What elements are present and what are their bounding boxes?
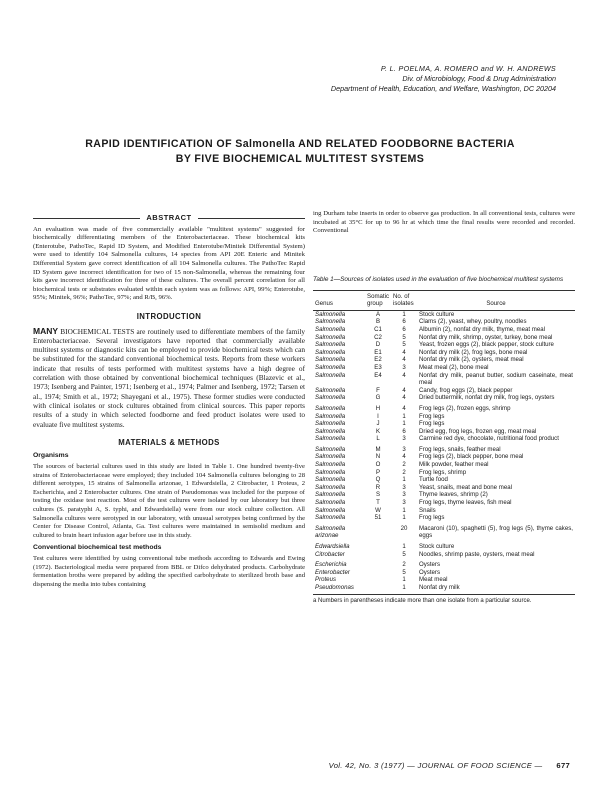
cell-group: S — [375, 491, 381, 499]
table-row — [313, 522, 575, 540]
cell-group: E2 — [374, 356, 382, 364]
table-row — [313, 387, 575, 395]
abstract-heading — [33, 214, 305, 223]
cell-isolates: 1 — [402, 543, 406, 550]
cell-group — [365, 540, 391, 551]
cell-source: Yeast, frozen eggs (2), black pepper, stock culture — [419, 341, 554, 349]
title-line-1: RAPID IDENTIFICATION OF Salmonella AND RELATED FOODBORNE BACTERIA — [85, 138, 515, 150]
cell-genus: Salmonella — [315, 404, 346, 412]
cell-isolates: 3 — [402, 445, 406, 453]
cell-source: Noodles, shrimp paste, oysters, meat meal — [419, 550, 535, 558]
cell-genus: Salmonella — [315, 333, 346, 341]
cell-group — [365, 558, 391, 569]
cell-group: K — [375, 427, 381, 435]
cell-source: Oysters — [419, 568, 441, 576]
cell-source: Frog legs — [419, 420, 445, 428]
cell-isolates: 3 — [402, 491, 406, 499]
table-row — [313, 318, 575, 326]
table-row — [313, 310, 575, 318]
cell-genus: Salmonella — [315, 483, 346, 491]
table-row — [313, 484, 575, 492]
cell-group — [365, 584, 391, 594]
conventional-tests-text: Test cultures were identified by using conventional tube methods according to Edwards and Ewing (1972). Bacteriological media were prepared from BBL or Difco dehydrated products. Carbohydrate fermentation broths were prepared by adding the specified carbohydrate to sterilized broth base and dispensing the media into tubes containing — [33, 554, 305, 588]
header-group: Somatic group — [365, 290, 391, 310]
cell-isolates: 3 — [402, 483, 406, 491]
table-row — [313, 469, 575, 477]
methods-heading: MATERIALS & METHODS — [118, 437, 220, 447]
cell-source: Nonfat dry milk (2), oysters, meat meal — [419, 356, 524, 364]
cell-isolates: 4 — [402, 386, 406, 394]
table-row — [313, 364, 575, 372]
cell-isolates: 4 — [402, 348, 406, 356]
cell-source: Nonfat dry milk — [417, 584, 575, 594]
cell-genus: Salmonella — [315, 356, 346, 364]
cell-group: I — [377, 412, 379, 420]
cell-isolates: 1 — [402, 412, 406, 420]
cell-genus: Salmonella — [315, 318, 346, 326]
cell-group — [365, 522, 391, 540]
cell-genus: Salmonella — [315, 325, 346, 333]
cell-source: Dried buttermilk, nonfat dry milk, frog legs, oysters — [419, 394, 555, 402]
cell-isolates: 6 — [402, 318, 406, 326]
introduction-heading: INTRODUCTION — [136, 311, 202, 321]
table-row — [313, 514, 575, 522]
cell-isolates: 5 — [402, 550, 406, 558]
intro-body: BIOCHEMICAL TESTS are routinely used to differentiate members of the family Enterobacteriaceae. Several investigators have reported that commercially available multitest systems or diagnostic kits can be employed to provide biochemical tests which can be substituted for the standard conventional biochemical tests. Reports from these workers indicate that results of tests performed with multitest systems have a high degree of correlation with those obtained by conventional biochemical techniques (Blazevic et al., 1973; Isenberg and Painter, 1971; Isenberg et al., 1974; Palmer and Isenberg, 1972; Tarsen et al., 1974; Smith et al., 1972; Shayegani et al., 1975). These former studies were conducted with clinical isolates or stock cultures obtained from clinical sources. This paper reports results of a study in which selected foodborne and feed product isolates were used to evaluate five multitest systems. — [33, 326, 305, 429]
cell-source: Frog legs — [419, 412, 445, 420]
cell-isolates: 3 — [402, 499, 406, 507]
table-row — [313, 569, 575, 577]
table-row — [313, 356, 575, 364]
cell-group — [365, 569, 391, 577]
continuation-text: ing Durham tube inserts in order to observe gas production. In all conventional tests, cultures were incubated at 35°C for up to 96 hr at which time the final results were recorded and recorded. Conventional — [313, 210, 575, 235]
table-row — [313, 349, 575, 357]
table-row — [313, 341, 575, 349]
table-row — [313, 507, 575, 515]
cell-source: Frog legs (2), black pepper, bone meal — [419, 453, 524, 461]
cell-group: J — [376, 420, 380, 428]
cell-genus: Salmonella — [315, 412, 346, 420]
cell-isolates: 1 — [391, 584, 417, 594]
table-row — [313, 558, 575, 569]
cell-genus: Salmonella — [315, 435, 346, 443]
cell-isolates: 5 — [402, 341, 406, 349]
table-footnote: a Numbers in parentheses indicate more than one isolate from a particular source. — [313, 597, 532, 604]
cell-source: Meat meal (2), bone meal — [419, 363, 489, 371]
cell-isolates: 1 — [402, 506, 406, 514]
cell-group: L — [376, 435, 380, 443]
table-row — [313, 576, 575, 584]
cell-group: Q — [375, 476, 381, 484]
cell-source: Yeast, snails, meat and bone meal — [419, 483, 512, 491]
cell-group: P — [375, 468, 381, 476]
cell-group: E3 — [374, 363, 382, 371]
abstract-text: An evaluation was made of five commercially available "multitest systems" suggested for biochemically differentiating members of the Enterobacteriaceae. These biochemical kits (Enterotube, PathoTec, Rapid ID System, and Modified Enterotube/Minitek Differential System) were used to identify 104 Salmonella cultures, 14 species from API 20E Enteric and Minitek Differential System gave correct identification of all 104 Salmonella cultures. The PathoTec Rapid ID System gave incorrect identification for two of 15 non-Salmonella, whereas the remaining four kits gave incorrect identification for three of these cultures. The overall percent correlation for all biochemical tests or substrates evaluated within each system was as follows: API, 99%; Enterotube, 95%; Minitek, 96%; PathoTec, 97%; and R/B, 96%. — [33, 225, 305, 302]
cell-source: Oysters — [419, 561, 441, 569]
cell-group: A — [375, 310, 381, 318]
cell-source: Meat meal — [419, 576, 448, 584]
page-number: 677 — [556, 761, 570, 770]
cell-isolates: 6 — [402, 325, 406, 333]
cell-isolates: 5 — [402, 333, 406, 341]
table-row — [313, 551, 575, 559]
cell-group: G — [375, 394, 381, 402]
cell-group: O — [375, 461, 381, 469]
cell-source: Frog legs (2), frozen eggs, shrimp — [419, 404, 511, 412]
cell-source: Macaroni (10), spaghetti (5), frog legs (5), thyme cakes, eggs — [419, 524, 573, 540]
cell-group: H — [375, 404, 381, 412]
cell-group: B — [375, 318, 381, 326]
cell-source: Carmine red dye, chocolate, nutritional food product — [419, 435, 559, 443]
cell-genus: Salmonella — [315, 341, 346, 349]
table-row — [313, 394, 575, 402]
cell-group: W — [375, 506, 381, 514]
cell-isolates: 4 — [402, 453, 406, 461]
cell-isolates: 1 — [402, 514, 406, 522]
table-row — [313, 491, 575, 499]
left-column — [33, 210, 305, 591]
cell-source: Frog legs, thyme leaves, fish meal — [419, 499, 512, 507]
cell-group — [365, 551, 391, 559]
cell-group: 51 — [374, 514, 382, 522]
cell-genus: Salmonella — [315, 514, 346, 522]
table-row — [313, 499, 575, 507]
cell-group: E4 — [374, 371, 382, 379]
cell-genus: Salmonella — [315, 310, 346, 318]
table-row — [313, 372, 575, 387]
table-row — [313, 461, 575, 469]
cell-source: Frog legs — [419, 514, 445, 522]
cell-group — [365, 576, 391, 584]
cell-source: Stock culture — [419, 543, 455, 550]
cell-isolates: 2 — [402, 461, 406, 469]
cell-genus: Pseudomonas — [313, 584, 365, 594]
cell-genus: Salmonella — [315, 445, 346, 453]
cell-group: R — [375, 483, 381, 491]
cell-isolates: 3 — [402, 363, 406, 371]
cell-group: F — [376, 386, 380, 394]
cell-source: Turtle food — [419, 476, 448, 484]
header-isolates: No. of isolates — [391, 290, 417, 310]
cell-isolates: 4 — [402, 371, 406, 379]
table-row — [313, 443, 575, 454]
table-caption: Table 1—Sources of isolates used in the evaluation of five biochemical multitest systems — [313, 275, 564, 283]
page-footer — [329, 761, 570, 770]
cell-genus: Salmonella — [315, 427, 346, 435]
cell-genus: Salmonella — [315, 348, 346, 356]
cell-group: D — [375, 341, 381, 349]
cell-genus: Proteus — [315, 576, 337, 584]
cell-genus: Salmonella arizonae — [315, 524, 346, 540]
cell-group: C2 — [374, 333, 382, 341]
cell-group: C1 — [374, 325, 382, 333]
authors: P. L. POELMA, A. ROMERO and W. H. ANDREWS — [380, 64, 556, 73]
header-genus: Genus — [313, 290, 365, 310]
cell-source: Nonfat dry milk (2), frog legs, bone meal — [419, 348, 528, 356]
cell-genus: Salmonella — [315, 491, 346, 499]
cell-genus: Salmonella — [315, 453, 346, 461]
cell-genus: Escherichia — [315, 561, 347, 569]
cell-genus: Salmonella — [315, 499, 346, 507]
table-row — [313, 476, 575, 484]
cell-source: Thyme leaves, shrimp (2) — [419, 491, 488, 499]
introduction-text — [33, 327, 305, 429]
conventional-tests-subheading: Conventional biochemical test methods — [33, 544, 162, 552]
cell-isolates: 1 — [402, 476, 406, 484]
table-row — [313, 584, 575, 594]
cell-group: M — [375, 445, 381, 453]
cell-group: T — [376, 499, 380, 507]
cell-genus: Enterobacter — [315, 568, 350, 576]
cell-source: Milk powder, feather meal — [419, 461, 489, 469]
table-row — [313, 428, 575, 436]
cell-source: Nonfat dry milk, peanut butter, sodium caseinate, meat meal — [419, 371, 573, 387]
cell-genus: Citrobacter — [315, 550, 345, 558]
cell-group: N — [375, 453, 381, 461]
cell-source: Stock culture — [419, 310, 455, 318]
table-row — [313, 334, 575, 342]
cell-isolates: 4 — [402, 404, 406, 412]
cell-genus: Salmonella — [315, 363, 346, 371]
cell-group: E1 — [374, 348, 382, 356]
cell-genus: Salmonella — [315, 386, 346, 394]
cell-source: Nonfat dry milk, shrimp, oyster, turkey, bone meal — [419, 333, 553, 341]
journal-citation: Vol. 42, No. 3 (1977) — JOURNAL OF FOOD SCIENCE — — [328, 761, 543, 770]
cell-isolates: 2 — [402, 468, 406, 476]
cell-genus: Salmonella — [315, 506, 346, 514]
cell-isolates: 4 — [402, 356, 406, 364]
cell-isolates: 1 — [402, 420, 406, 428]
cell-source: Frog legs, shrimp — [419, 468, 467, 476]
author-block — [331, 64, 556, 94]
affiliation-division: Div. of Microbiology, Food & Drug Administration — [402, 74, 556, 83]
title-line-2: BY FIVE BIOCHEMICAL MULTITEST SYSTEMS — [175, 153, 425, 165]
paper-title — [40, 137, 560, 167]
cell-genus: Salmonella — [315, 394, 346, 402]
cell-genus: Salmonella — [315, 476, 346, 484]
table-row — [313, 453, 575, 461]
cell-source: Albumin (2), nonfat dry milk, thyme, meat meal — [419, 325, 545, 333]
cell-source: Dried egg, frog legs, frozen egg, meat meal — [419, 427, 537, 435]
cell-genus: Salmonella — [315, 371, 346, 379]
organisms-subheading: Organisms — [33, 452, 69, 460]
right-column — [313, 210, 575, 605]
cell-genus: Edwardsiella — [315, 543, 350, 550]
cell-isolates: 5 — [402, 568, 406, 576]
cell-source: Clams (2), yeast, whey, poultry, noodles — [419, 318, 527, 326]
table-body — [313, 310, 575, 594]
cell-isolates: 1 — [402, 576, 406, 584]
cell-isolates: 6 — [402, 427, 406, 435]
affiliation-department: Department of Health, Education, and Welfare, Washington, DC 20204 — [330, 84, 556, 93]
cell-isolates: 20 — [400, 524, 408, 532]
cell-isolates: 2 — [402, 561, 406, 569]
table-row — [313, 435, 575, 443]
table-header-row — [313, 290, 575, 310]
table-row — [313, 413, 575, 421]
organisms-text: The sources of bacterial cultures used in this study are listed in Table 1. One hundred twenty-five strains of Enterobacteriaceae were employed; they included 104 Salmonella cultures belonging to 28 different serotypes, 15 strains of Salmonella arizonae, 1 Edwardsiella, 2 Citrobacter, 1 Proteus, 2 Escherichia, and 2 Enterobacter cultures. One strain of Pseudomonas was included for the purpose of testing the oxidase test reaction. Most of the test cultures were isolated by our laboratory but three cultures (S. paratyphi A, S. typhi, and Edwardsiella) were from our stock culture collection. All Salmonella cultures were serotyped in our laboratory, with unusual serotypes being confirmed by the Center for Disease Control, Atlanta, Ga. Test cultures were maintained in semisolid medium and cultured to brain heart infusion agar before use in this study. — [33, 462, 305, 539]
rule-left — [33, 218, 140, 219]
cell-genus: Salmonella — [315, 468, 346, 476]
intro-dropcap: MANY — [33, 325, 59, 336]
cell-isolates: 4 — [402, 394, 406, 402]
cell-source: Frog legs, snails, feather meal — [419, 445, 501, 453]
cell-isolates: 1 — [402, 310, 406, 318]
table-row — [313, 326, 575, 334]
table-row — [313, 420, 575, 428]
header-source: Source — [417, 290, 575, 310]
table-row — [313, 540, 575, 551]
cell-source: Candy, frog eggs (2), black pepper — [419, 386, 513, 394]
abstract-heading-text: ABSTRACT — [146, 213, 192, 222]
cell-genus: Salmonella — [315, 461, 346, 469]
sources-table — [313, 290, 575, 595]
cell-isolates: 3 — [402, 435, 406, 443]
cell-genus: Salmonella — [315, 420, 346, 428]
rule-right — [198, 218, 305, 219]
cell-source: Snails — [419, 506, 436, 514]
table-row — [313, 402, 575, 413]
